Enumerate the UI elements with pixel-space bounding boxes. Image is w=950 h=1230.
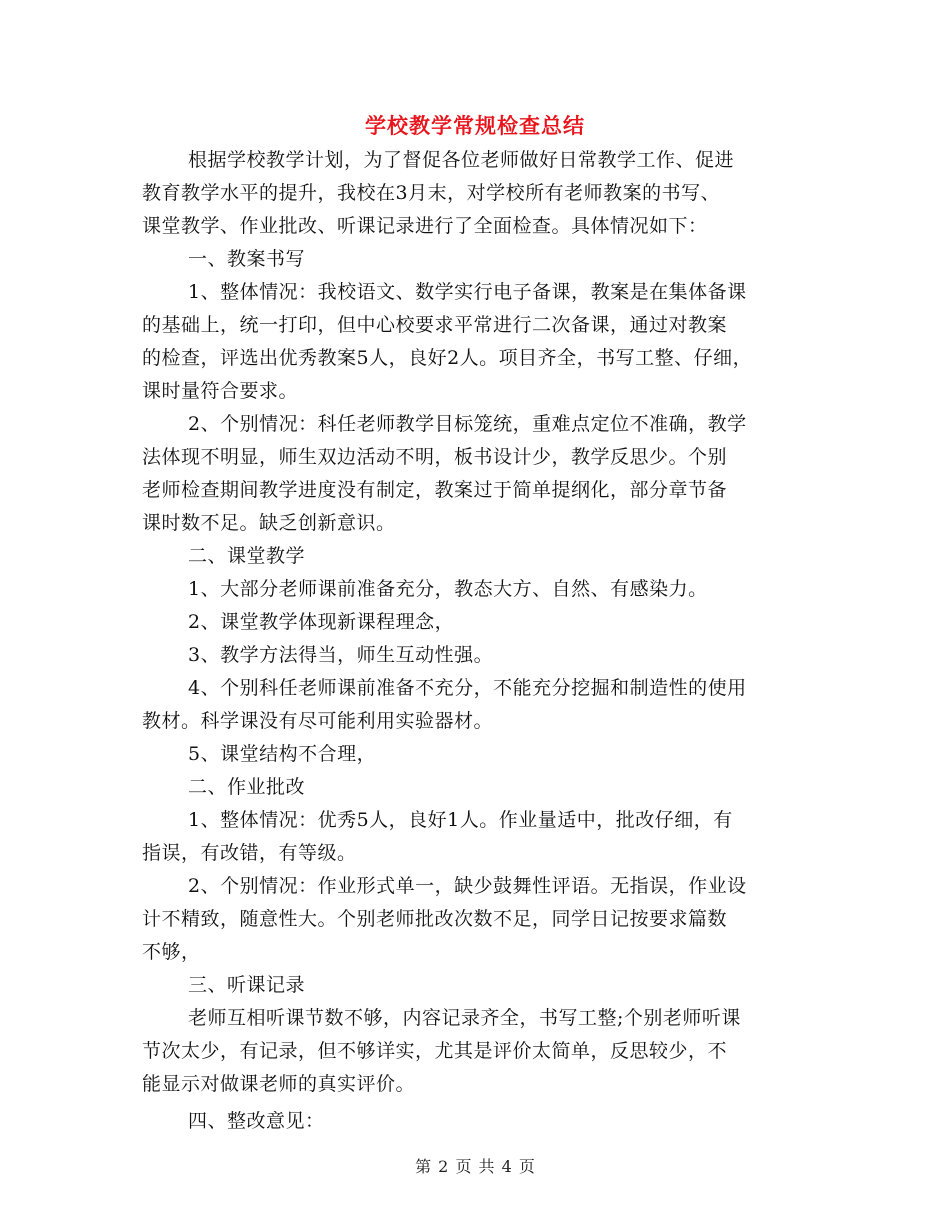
document-title: 学校教学常规检查总结 bbox=[365, 114, 585, 138]
section-heading: 二、作业批改 bbox=[188, 776, 306, 798]
paragraph-line: 老师检查期间教学进度没有制定，教案过于简单提纲化，部分章节备 bbox=[142, 479, 728, 501]
paragraph-line: 课时数不足。缺乏创新意识。 bbox=[142, 512, 396, 534]
paragraph-line: 的基础上，统一打印，但中心校要求平常进行二次备课，通过对教案 bbox=[142, 314, 728, 336]
paragraph-line: 计不精致，随意性大。个别老师批改次数不足，同学日记按要求篇数 bbox=[142, 908, 728, 930]
section-heading: 四、整改意见： bbox=[188, 1110, 325, 1132]
paragraph-line: 课堂教学、作业批改、听课记录进行了全面检查。具体情况如下： bbox=[142, 215, 708, 237]
paragraph-line: 教育教学水平的提升，我校在3月末，对学校所有老师教案的书写、 bbox=[142, 182, 721, 204]
section-heading: 三、听课记录 bbox=[188, 974, 306, 996]
section-heading: 二、课堂教学 bbox=[188, 545, 306, 567]
paragraph-line: 节次太少，有记录，但不够详实，尤其是评价太简单，反思较少，不 bbox=[142, 1040, 728, 1062]
paragraph-line: 指误，有改错，有等级。 bbox=[142, 842, 357, 864]
paragraph-line: 2、个别情况：作业形式单一，缺少鼓舞性评语。无指误，作业设 bbox=[188, 875, 747, 897]
paragraph-line: 4、个别科任老师课前准备不充分，不能充分挖掘和制造性的使用 bbox=[188, 677, 747, 699]
paragraph-line: 2、课堂教学体现新课程理念， bbox=[188, 611, 455, 633]
page-number-footer: 第 2 页 共 4 页 bbox=[415, 1157, 535, 1176]
section-heading: 一、教案书写 bbox=[188, 248, 306, 270]
paragraph-line: 能显示对做课老师的真实评价。 bbox=[142, 1073, 416, 1095]
paragraph-line: 1、整体情况：我校语文、数学实行电子备课，教案是在集体备课 bbox=[188, 281, 747, 303]
paragraph-line: 3、教学方法得当，师生互动性强。 bbox=[188, 644, 494, 666]
paragraph-line: 课时量符合要求。 bbox=[142, 380, 299, 402]
paragraph-line: 1、整体情况：优秀5人，良好1人。作业量适中，批改仔细，有 bbox=[188, 809, 733, 831]
paragraph-line: 不够， bbox=[142, 941, 201, 963]
paragraph-line: 1、大部分老师课前准备充分，教态大方、自然、有感染力。 bbox=[188, 578, 708, 600]
paragraph-line: 教材。科学课没有尽可能利用实验器材。 bbox=[142, 710, 494, 732]
paragraph-line: 5、课堂结构不合理， bbox=[188, 743, 377, 765]
paragraph-line: 老师互相听课节数不够，内容记录齐全，书写工整;个别老师听课 bbox=[188, 1007, 741, 1029]
paragraph-line: 根据学校教学计划，为了督促各位老师做好日常教学工作、促进 bbox=[188, 149, 735, 171]
paragraph-line: 的检查，评选出优秀教案5人，良好2人。项目齐全，书写工整、仔细， bbox=[142, 347, 753, 369]
paragraph-line: 法体现不明显，师生双边活动不明，板书设计少，教学反思少。个别 bbox=[142, 446, 728, 468]
paragraph-line: 2、个别情况：科任老师教学目标笼统，重难点定位不准确，教学 bbox=[188, 413, 747, 435]
